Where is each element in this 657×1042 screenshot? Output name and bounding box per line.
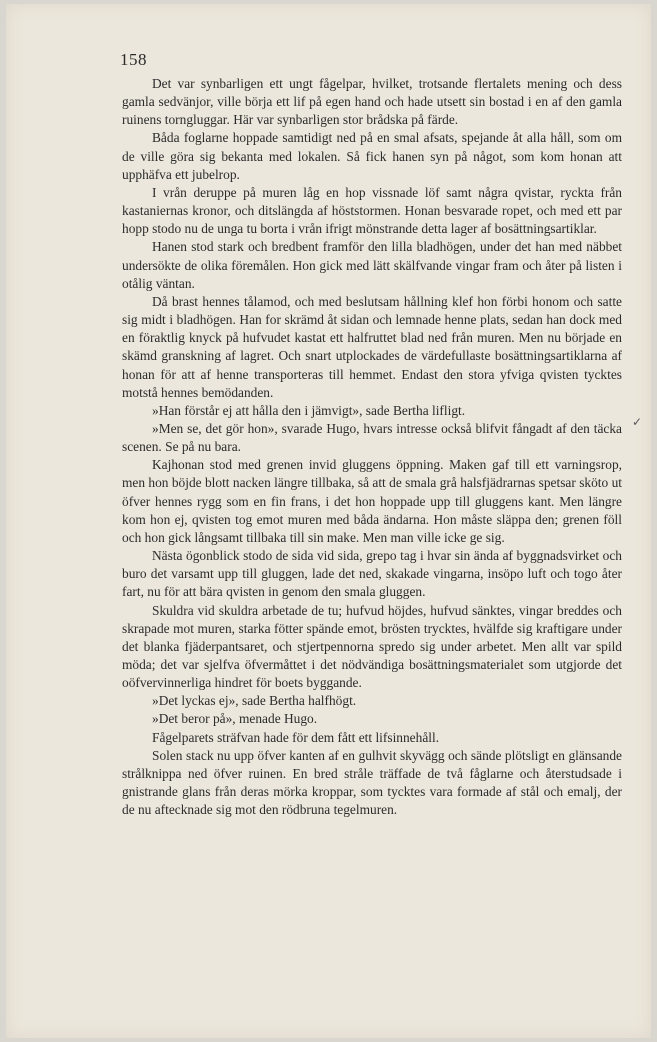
paragraph: »Det beror på», menade Hugo. xyxy=(152,711,318,727)
paragraph: Kajhonan stod med grenen invid gluggens öppning. Maken gaf till ett varningsrop, men hon böjde blott nacken längre tillbaka, så att de smala grå halsfjädrarnas spetsar sköto ut öfver hennes rygg som en fin frans, i det hon hoppade upp till gluggens kant. Men längre kom hon ej, qvisten tog emot muren med båda ändarna. Hon måste släppa den; grenen föll och hon gick långsamt tillbaka till sin make. Men man ville icke ge sig. xyxy=(122,457,622,545)
paragraph: Fågelparets sträfvan hade för dem fått ett lifsinnehåll. xyxy=(152,729,440,745)
paragraph: »Det lyckas ej», sade Bertha halfhögt. xyxy=(152,693,357,709)
paragraph: Skuldra vid skuldra arbetade de tu; hufvud höjdes, hufvud sänktes, vingar breddes och skrapade mot muren, starka fötter spände emot, brösten trycktes, hvälfde sig kraftigare under det blanka fjäderpantsaret, och stjertpennorna spredo sig under arbetet. Men allt var spild möda; det var sjelfva öfvermåttet i det nödvändiga bosättningsmaterialet som utgjorde det oöfvervinnerliga hindret för boets byggande. xyxy=(122,602,622,691)
paragraph: Nästa ögonblick stodo de sida vid sida, grepo tag i hvar sin ända af byggnadsvirket och buro det varsamt upp till gluggen, lade det ned, skakade vingarna, insöpo luft och togo åter fart, nu för att bära qvisten in genom den smala gluggen. xyxy=(122,548,622,600)
paragraph: Då brast hennes tålamod, och med beslutsam hållning klef hon förbi honom och satte sig midt i bladhögen. Han for skrämd åt sidan och lemnade henne plats, sedan han dock med en föraktlig knyck på hufvudet kastat ett halfruttet blad ned från muren. Men nu började en skämd granskning af lagret. Och snart utplockades de värdefullaste bosättningsartiklarna af honan för att af henne transporteras till hemmet. Endast den stora yfviga qvisten tycktes motstå hennes bemödanden. xyxy=(122,293,622,400)
paragraph: Båda foglarne hoppade samtidigt ned på en smal afsats, spejande åt alla håll, som om de ville göra sig bekanta med lokalen. Så fick hanen syn på något, som kom honan att upphäfva ett jubelrop. xyxy=(122,130,622,182)
paragraph: I vrån deruppe på muren låg en hop vissnade löf samt några qvistar, ryckta från kastaniernas kronor, och ditslängda af höststormen. Honan besvarade ropet, och med ett par hopp stodo nu de unga tu borta i vrån ifrigt mönstrande detta lager af bosättningsartiklar. xyxy=(122,184,622,237)
paragraph: Det var synbarligen ett ungt fågelpar, hvilket, trotsande flertalets mening och dess gamla sedvänjor, ville börja ett lif på egen hand och hade utsett sin bostad i en af den gamla ruinens torngluggar. Här var synbarligen stor brådska på färde. xyxy=(122,76,622,128)
margin-check-mark: ✓ xyxy=(632,415,643,429)
paragraph: Hanen stod stark och bredbent framför den lilla bladhögen, under det han med näbbet undersökte de olika föremålen. Hon gick med lätt skälfvande vingar fram och åter på listen i otålig väntan. xyxy=(122,239,622,291)
paragraph: »Han förstår ej att hålla den i jämvigt», sade Bertha lifligt. xyxy=(152,402,466,418)
book-page xyxy=(6,4,651,1038)
paragraph: »Men se, det gör hon», svarade Hugo, hvars intresse också blifvit fångadt af den täcka scenen. Se på nu bara. xyxy=(122,420,622,455)
body-text xyxy=(122,75,622,819)
paragraph: Solen stack nu upp öfver kanten af en gulhvit skyvägg och sände plötsligt en glänsande strålknippa ned öfver ruinen. En bred stråle träffade de två fåglarne och återstudsade i gnistrande glans från deras mörka kroppar, som tycktes vara formade af stål och emalj, der de nu aftecknade sig mot den rödbruna tegelmuren. xyxy=(122,747,622,818)
page-number: 158 xyxy=(120,50,147,69)
